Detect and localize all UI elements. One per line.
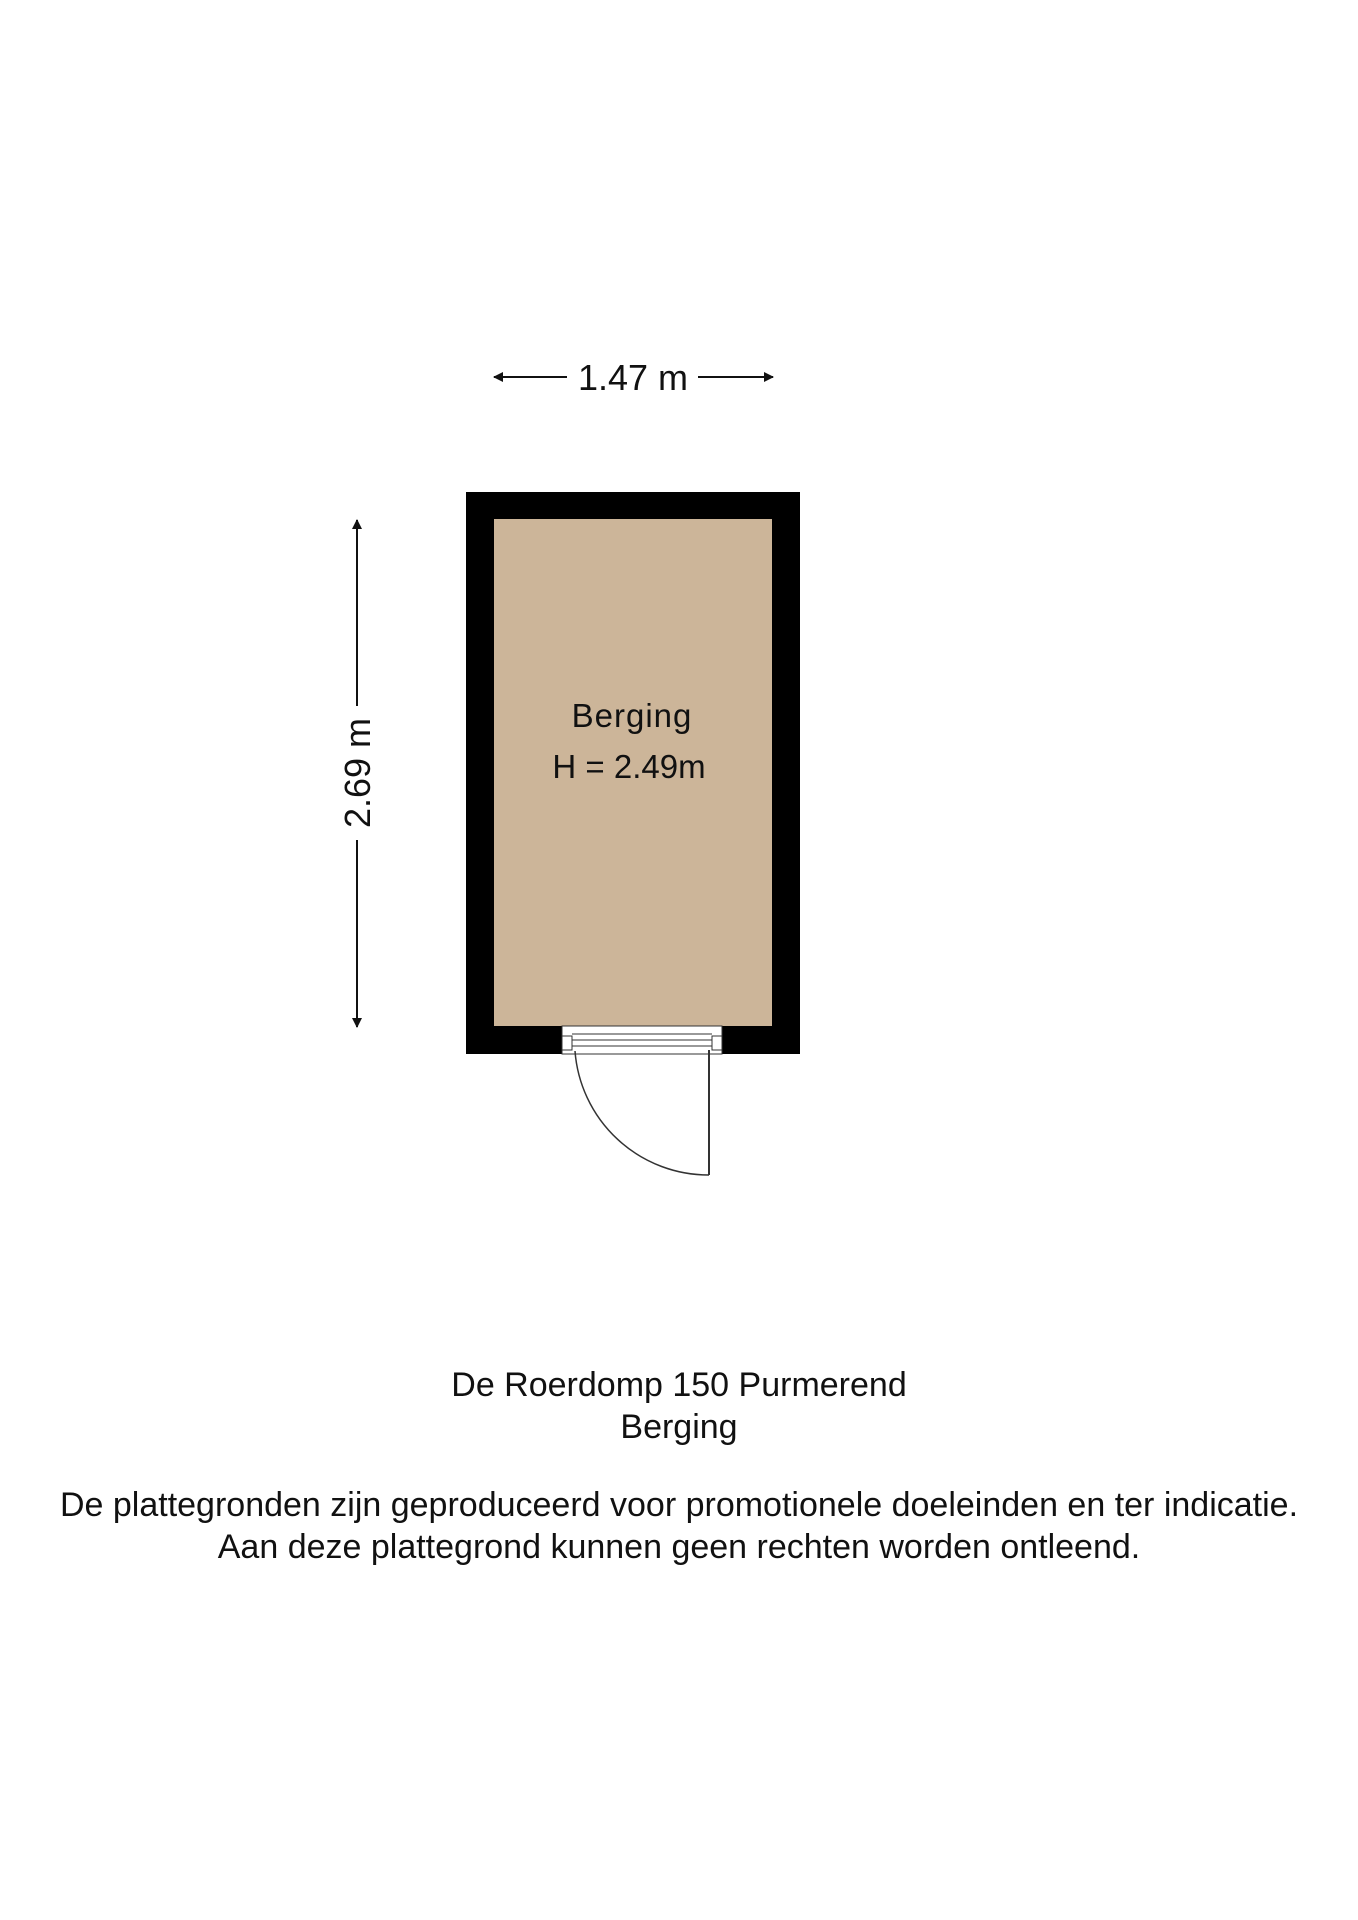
width-label: 1.47 m — [577, 357, 689, 398]
depth-label: 2.69 m — [337, 717, 378, 829]
disclaimer-line-2: Aan deze plattegrond kunnen geen rechten worden ontleend. — [217, 1528, 1141, 1566]
address-title: De Roerdomp 150 Purmerend — [451, 1366, 907, 1404]
door-jamb-right — [712, 1036, 722, 1050]
room-berging — [466, 492, 800, 1175]
disclaimer-line-1: De plattegronden zijn geproduceerd voor promotionele doeleinden en ter indicatie. — [59, 1486, 1299, 1524]
floor-name: Berging — [620, 1408, 738, 1446]
width-dimension — [494, 357, 773, 398]
door-jamb-left — [562, 1036, 572, 1050]
depth-dimension — [337, 520, 378, 1027]
room-height: H = 2.49m — [552, 748, 706, 785]
room-name: Berging — [571, 697, 693, 734]
door-swing-arc — [575, 1051, 709, 1175]
